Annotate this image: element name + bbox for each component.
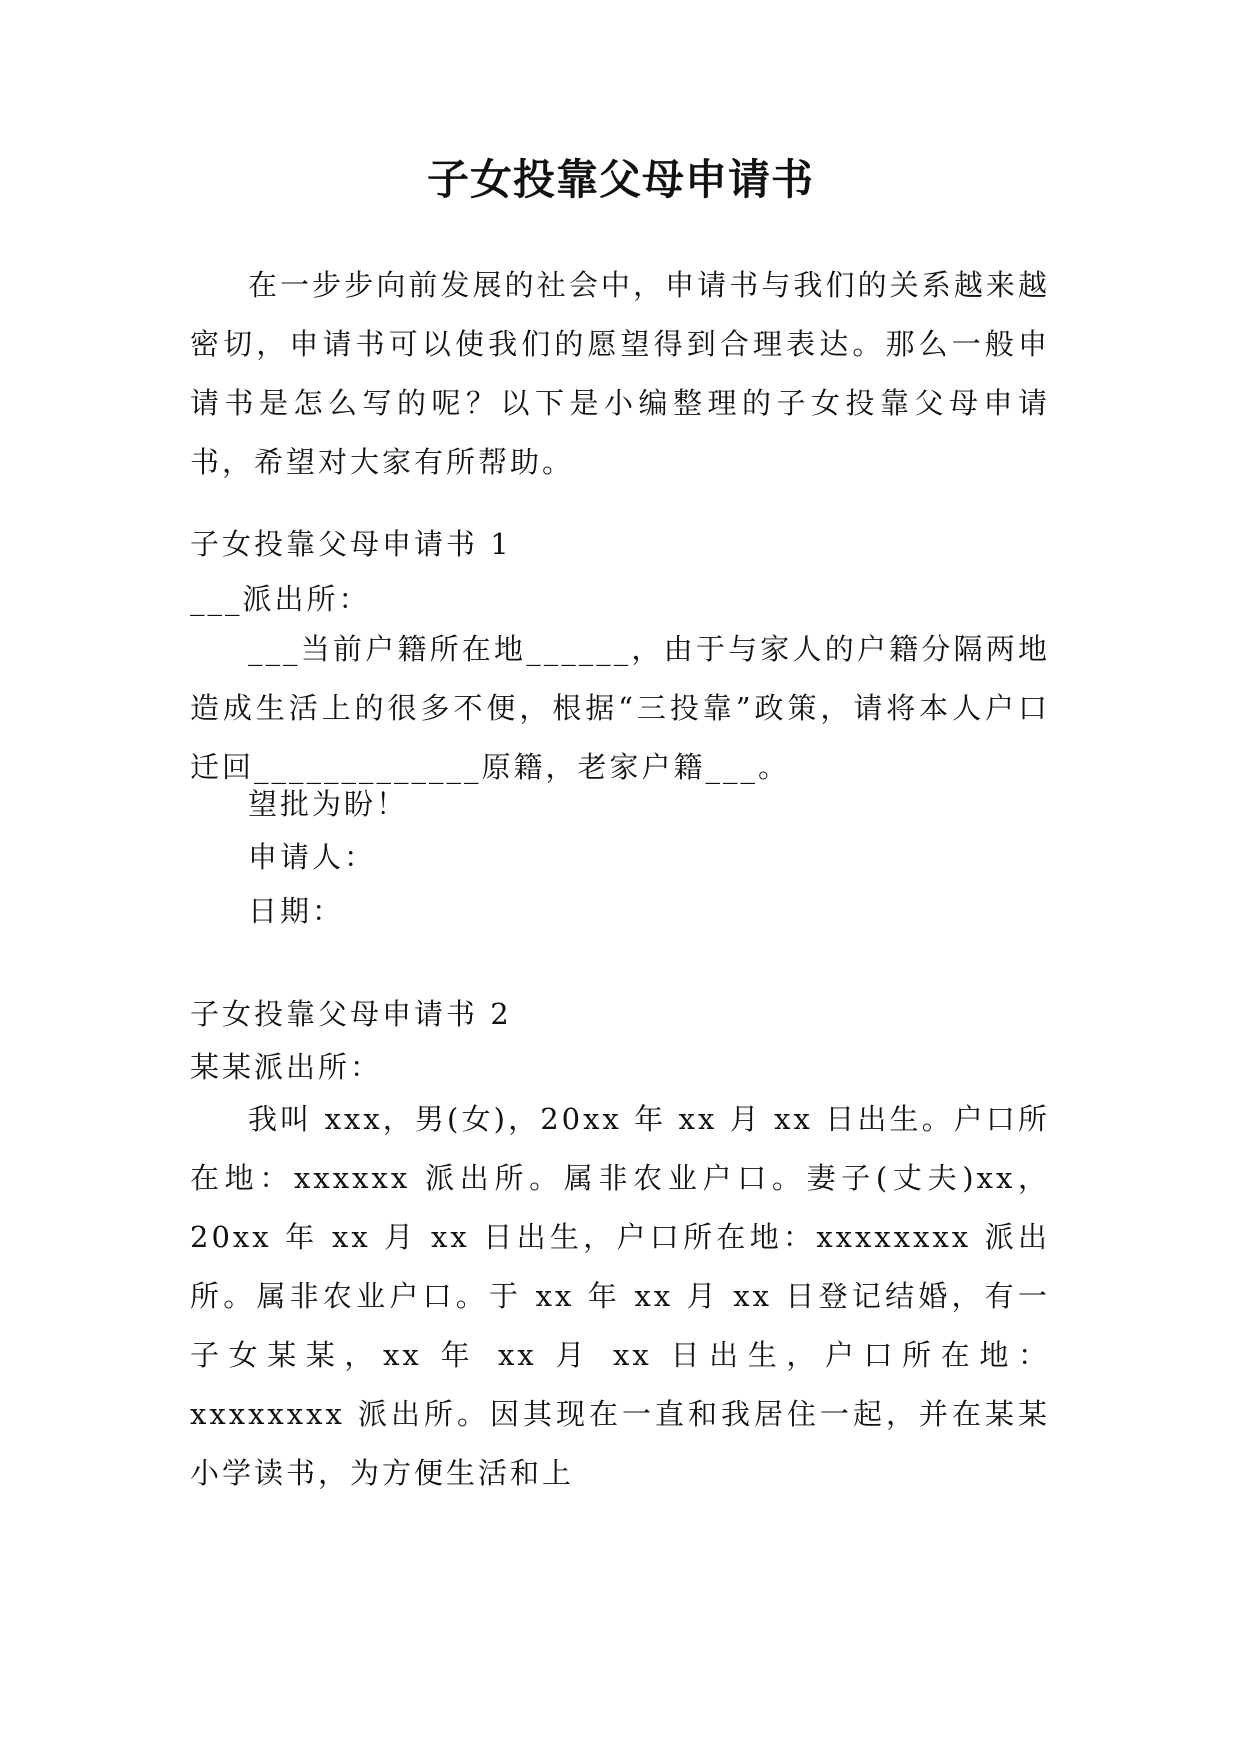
section-2-body: 我叫 xxx，男(女)，20xx 年 xx 月 xx 日出生。户口所在地：xxxxxx 派出所。属非农业户口。妻子(丈夫)xx，20xx 年 xx 月 xx 日出生，户口所在地：xxxxxxxx 派出所。属非农业户口。于 xx 年 xx 月 xx 日登记结婚，有一子女某某，xx 年 xx 月 xx 日出生，户口所在地：xxxxxxxx 派出所。因其现在一直和我居住一起，并在某某小学读书，为方便生活和上 bbox=[190, 1102, 1050, 1490]
section-1-heading: 子女投靠父母申请书 1 bbox=[190, 527, 512, 561]
section-1-closing: 望批为盼！ bbox=[248, 787, 409, 821]
document-title: 子女投靠父母申请书 bbox=[426, 155, 814, 204]
section-2-heading: 子女投靠父母申请书 2 bbox=[190, 997, 512, 1031]
section-1-applicant: 申请人： bbox=[248, 840, 377, 874]
section-1-addressee: ___派出所： bbox=[190, 582, 371, 616]
intro-paragraph: 在一步步向前发展的社会中，申请书与我们的关系越来越密切，申请书可以使我们的愿望得到合理表达。那么一般申请书是怎么写的呢？以下是小编整理的子女投靠父母申请书，希望对大家有所帮助。 bbox=[190, 268, 1050, 479]
section-1-body: ___当前户籍所在地______，由于与家人的户籍分隔两地造成生活上的很多不便，根据“三投靠”政策，请将本人户口迁回_____________原籍，老家户籍___。 bbox=[190, 632, 1050, 784]
section-1-date: 日期： bbox=[248, 894, 345, 928]
section-2-addressee: 某某派出所： bbox=[190, 1050, 383, 1084]
